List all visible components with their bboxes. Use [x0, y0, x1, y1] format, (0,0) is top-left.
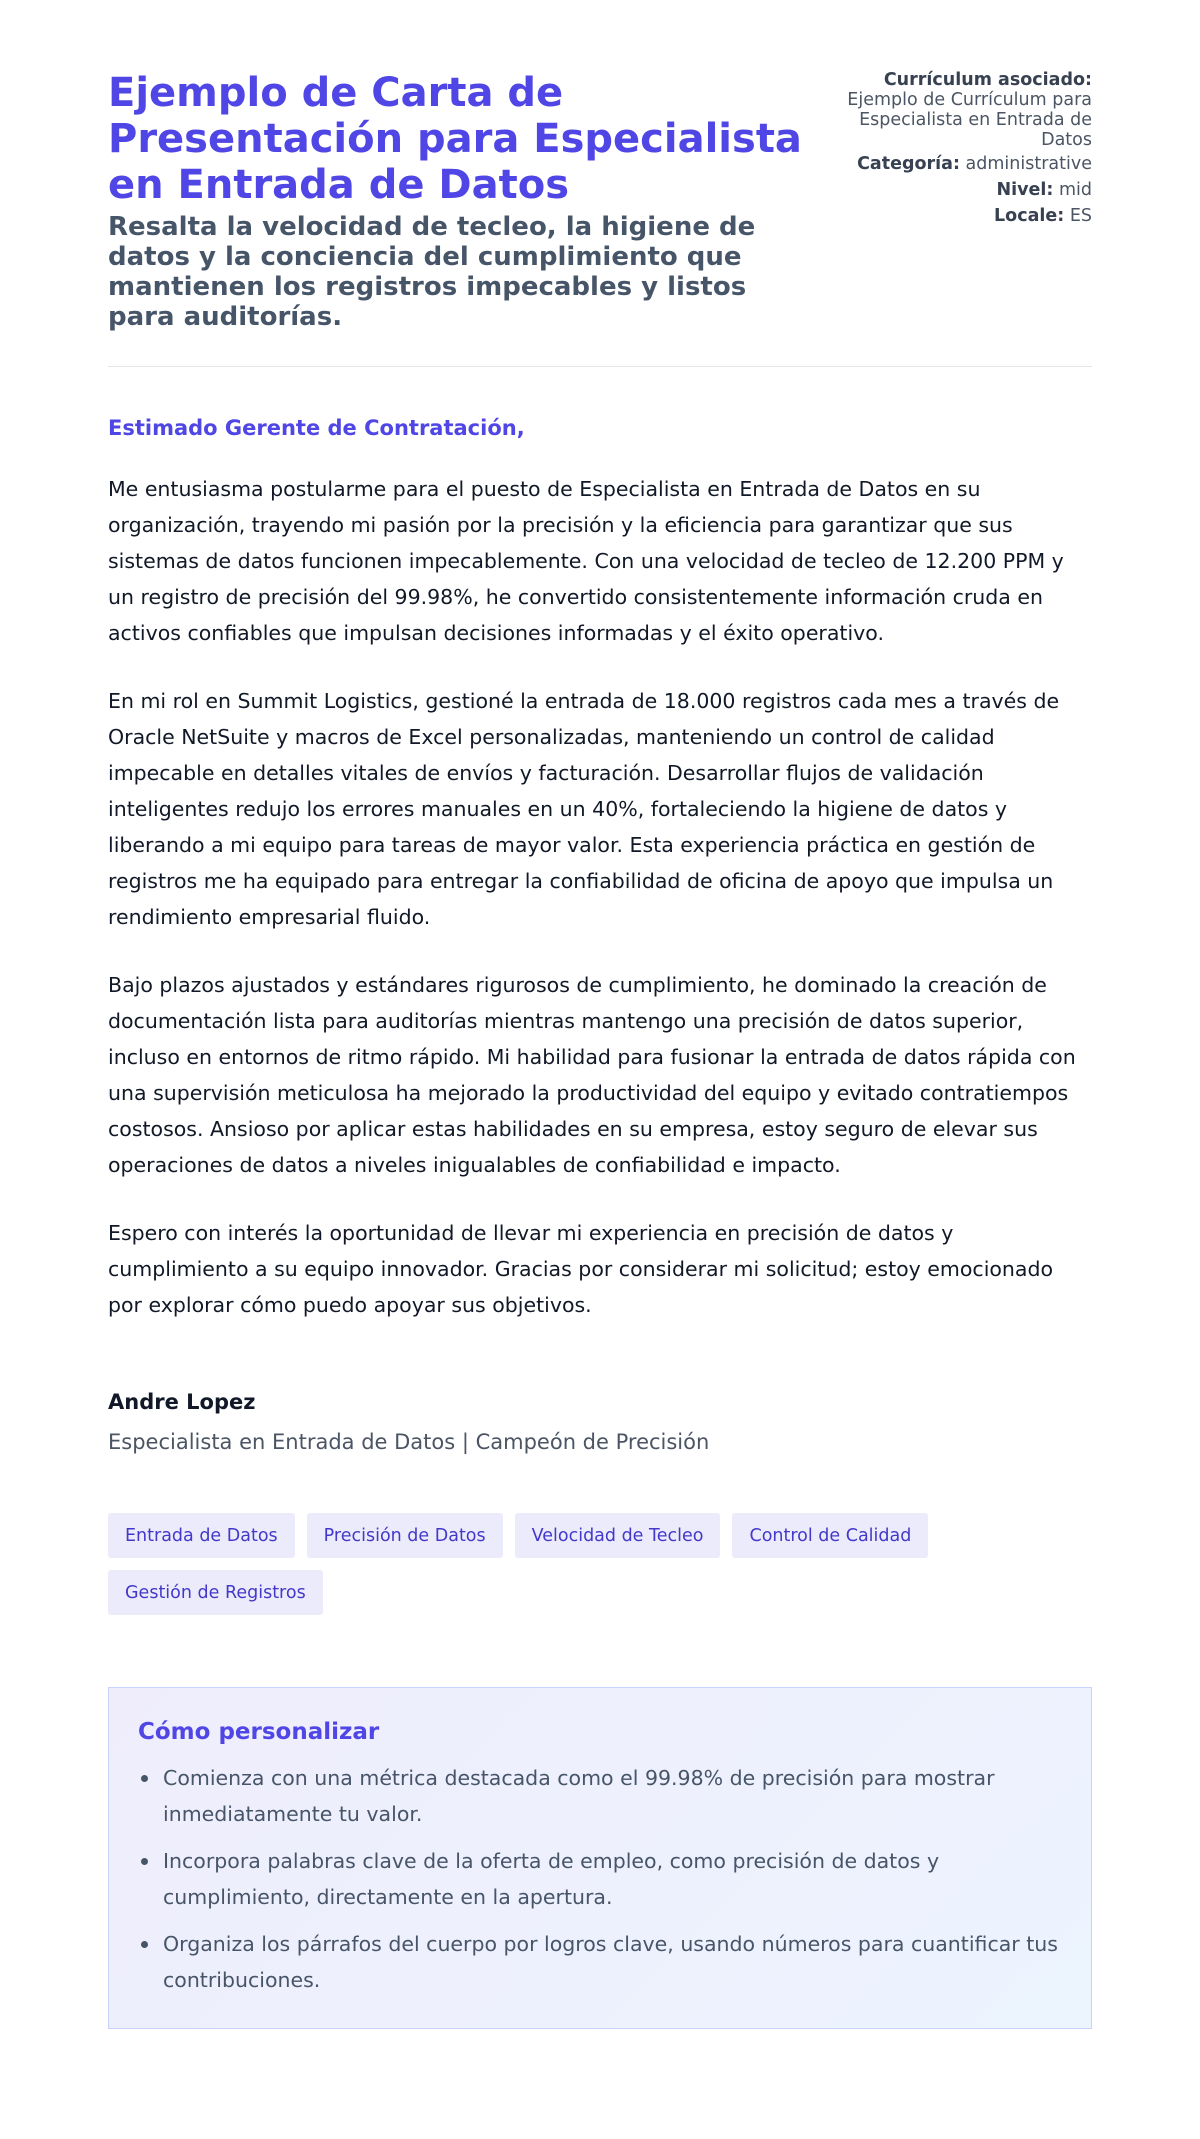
meta-resume: [832, 70, 1092, 150]
page-header: [108, 70, 1092, 332]
meta-level-value: mid: [1058, 180, 1092, 200]
skill-tag[interactable]: Gestión de Registros: [108, 1570, 323, 1615]
bullet-icon: [141, 1775, 148, 1782]
meta-locale-value: ES: [1069, 206, 1092, 226]
page-title: Ejemplo de Carta de Presentación para Especialista en Entrada de Datos: [108, 70, 802, 208]
bullet-icon: [141, 1858, 148, 1865]
meta-panel: [832, 70, 1092, 232]
header-titles: [108, 70, 818, 332]
skill-tag[interactable]: Velocidad de Tecleo: [515, 1513, 721, 1558]
meta-resume-label: Currículum asociado:: [883, 70, 1092, 90]
skill-tag[interactable]: Entrada de Datos: [108, 1513, 295, 1558]
meta-category: [832, 154, 1092, 174]
meta-category-label: Categoría:: [857, 154, 960, 174]
tips-title: Cómo personalizar: [138, 1719, 380, 1745]
signature-title: Especialista en Entrada de Datos | Campeón de Precisión: [108, 1430, 710, 1454]
salutation: Estimado Gerente de Contratación,: [108, 416, 525, 440]
customization-tips: [108, 1687, 1092, 2029]
tips-item: [163, 1926, 1061, 1998]
skill-tag[interactable]: Control de Calidad: [732, 1513, 928, 1558]
tips-item: [163, 1843, 1061, 1915]
meta-resume-value: Ejemplo de Currículum para Especialista en Entrada de Datos: [847, 90, 1092, 150]
meta-level-label: Nivel:: [996, 180, 1054, 200]
tips-item-text: Incorpora palabras clave de la oferta de empleo, como precisión de datos y cumplimiento, directamente en la apertura.: [163, 1849, 940, 1909]
tips-item: [163, 1760, 1061, 1832]
tips-item-text: Comienza con una métrica destacada como el 99.98% de precisión para mostrar inmediatamente tu valor.: [163, 1766, 995, 1826]
letter-paragraph: En mi rol en Summit Logistics, gestioné la entrada de 18.000 registros cada mes a través de Oracle NetSuite y macros de Excel personalizadas, manteniendo un control de calidad impecable en detalles vitales de envíos y facturación. Desarrollar flujos de validación inteligentes redujo los errores manuales en un 40%, fortaleciendo la higiene de datos y liberando a mi equipo para tareas de mayor valor. Esta experiencia práctica en gestión de registros me ha equipado para entregar la confiabilidad de oficina de apoyo que impulsa un rendimiento empresarial fluido.: [108, 689, 1060, 929]
signature-name: Andre Lopez: [108, 1390, 256, 1414]
letter-body: [108, 415, 1092, 1455]
meta-level: [832, 180, 1092, 200]
letter-paragraph: Espero con interés la oportunidad de llevar mi experiencia en precisión de datos y cumplimiento a su equipo innovador. Gracias por considerar mi solicitud; estoy emocionado por explorar cómo puedo apoyar sus objetivos.: [108, 1221, 1054, 1317]
header-divider: [108, 366, 1092, 367]
signature: [108, 1389, 1092, 1455]
meta-locale-label: Locale:: [994, 206, 1065, 226]
meta-locale: [832, 206, 1092, 226]
page-subtitle: Resalta la velocidad de tecleo, la higiene de datos y la conciencia del cumplimiento que mantienen los registros impecables y listos para auditorías.: [108, 212, 756, 332]
meta-category-value: administrative: [965, 154, 1092, 174]
bullet-icon: [141, 1941, 148, 1948]
letter-paragraph: Bajo plazos ajustados y estándares rigurosos de cumplimiento, he dominado la creación de documentación lista para auditorías mientras mantengo una precisión de datos superior, incluso en entornos de ritmo rápido. Mi habilidad para fusionar la entrada de datos rápida con una supervisión meticulosa ha mejorado la productividad del equipo y evitado contratiempos costosos. Ansioso por aplicar estas habilidades en su empresa, estoy seguro de elevar sus operaciones de datos a niveles inigualables de confiabilidad e impacto.: [108, 973, 1076, 1177]
tips-list: [138, 1760, 1061, 1998]
letter-paragraph: Me entusiasma postularme para el puesto de Especialista en Entrada de Datos en su organización, trayendo mi pasión por la precisión y la eficiencia para garantizar que sus sistemas de datos funcionen impecablemente. Con una velocidad de tecleo de 12.200 PPM y un registro de precisión del 99.98%, he convertido consistentemente información cruda en activos confiables que impulsan decisiones informadas y el éxito operativo.: [108, 477, 1064, 645]
tips-item-text: Organiza los párrafos del cuerpo por logros clave, usando números para cuantificar tus contribuciones.: [163, 1932, 1058, 1992]
skill-tag[interactable]: Precisión de Datos: [307, 1513, 503, 1558]
skill-tags: [108, 1513, 988, 1615]
